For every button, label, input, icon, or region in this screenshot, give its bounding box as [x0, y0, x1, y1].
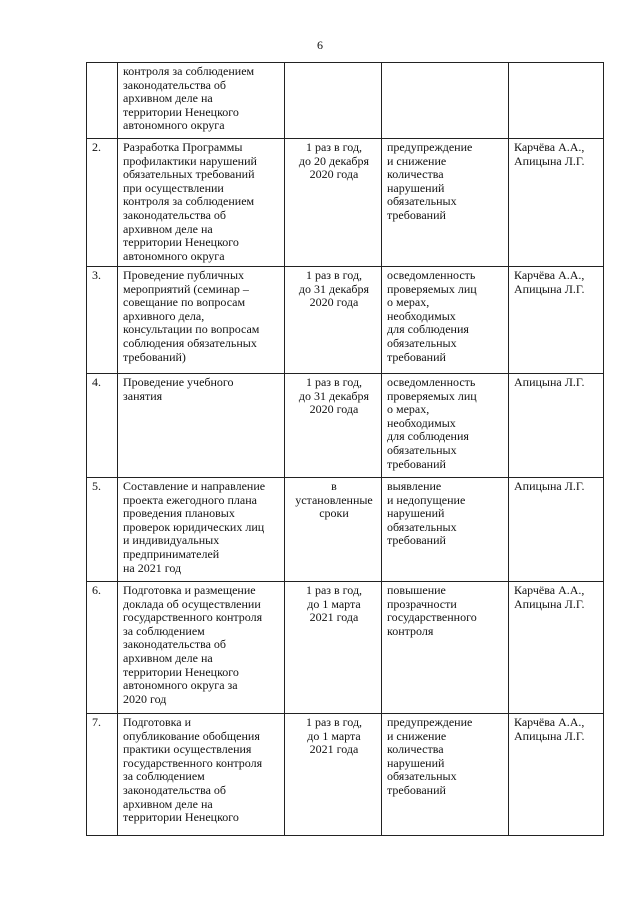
- term-cell: 1 раз в год, до 31 декабря 2020 года: [285, 374, 382, 478]
- table-row: [87, 63, 604, 139]
- activity-name-cell: Разработка Программы профилактики нарушений обязательных требований при осуществлении контроля за соблюдением законодательства об архивном деле на территории Ненецкого автономного округа: [118, 139, 285, 267]
- table-row: [87, 714, 604, 836]
- row-number-cell: 7.: [87, 714, 118, 836]
- responsible-cell: Карчёва А.А., Апицына Л.Г.: [509, 139, 604, 267]
- term-cell: 1 раз в год, до 1 марта 2021 года: [285, 714, 382, 836]
- term-cell: [285, 63, 382, 139]
- expected-result-cell: предупреждение и снижение количества нарушений обязательных требований: [382, 714, 509, 836]
- activity-name-cell: Подготовка и опубликование обобщения практики осуществления государственного контроля за соблюдением законодательства об архивном деле на территории Ненецкого: [118, 714, 285, 836]
- activity-name-cell: контроля за соблюдением законодательства об архивном деле на территории Ненецкого автономного округа: [118, 63, 285, 139]
- page-number: 6: [317, 38, 323, 52]
- responsible-cell: [509, 63, 604, 139]
- responsible-cell: Карчёва А.А., Апицына Л.Г.: [509, 714, 604, 836]
- row-number-cell: 5.: [87, 478, 118, 582]
- expected-result-cell: осведомленность проверяемых лиц о мерах, необходимых для соблюдения обязательных требований: [382, 374, 509, 478]
- activity-name-cell: Проведение публичных мероприятий (семинар – совещание по вопросам архивного дела, консультации по вопросам соблюдения обязательных требований): [118, 267, 285, 374]
- expected-result-cell: предупреждение и снижение количества нарушений обязательных требований: [382, 139, 509, 267]
- expected-result-cell: повышение прозрачности государственного контроля: [382, 582, 509, 714]
- responsible-cell: Карчёва А.А., Апицына Л.Г.: [509, 582, 604, 714]
- term-cell: 1 раз в год, до 31 декабря 2020 года: [285, 267, 382, 374]
- table-row: [87, 374, 604, 478]
- responsible-cell: Апицына Л.Г.: [509, 374, 604, 478]
- responsible-cell: Апицына Л.Г.: [509, 478, 604, 582]
- term-cell: в установленные сроки: [285, 478, 382, 582]
- activity-name-cell: Составление и направление проекта ежегодного плана проведения плановых проверок юридических лиц и индивидуальных предпринимателей на 2021 год: [118, 478, 285, 582]
- row-number-cell: 4.: [87, 374, 118, 478]
- row-number-cell: 3.: [87, 267, 118, 374]
- expected-result-cell: выявление и недопущение нарушений обязательных требований: [382, 478, 509, 582]
- term-cell: 1 раз в год, до 20 декабря 2020 года: [285, 139, 382, 267]
- table-row: [87, 478, 604, 582]
- activity-name-cell: Подготовка и размещение доклада об осуществлении государственного контроля за соблюдением законодательства об архивном деле на территории Ненецкого автономного округа за 2020 год: [118, 582, 285, 714]
- table-row: [87, 267, 604, 374]
- table-row: [87, 139, 604, 267]
- term-cell: 1 раз в год, до 1 марта 2021 года: [285, 582, 382, 714]
- row-number-cell: 2.: [87, 139, 118, 267]
- expected-result-cell: [382, 63, 509, 139]
- expected-result-cell: осведомленность проверяемых лиц о мерах, необходимых для соблюдения обязательных требований: [382, 267, 509, 374]
- table-row: [87, 582, 604, 714]
- row-number-cell: 6.: [87, 582, 118, 714]
- activity-name-cell: Проведение учебного занятия: [118, 374, 285, 478]
- plan-table: [86, 62, 604, 836]
- responsible-cell: Карчёва А.А., Апицына Л.Г.: [509, 267, 604, 374]
- row-number-cell: [87, 63, 118, 139]
